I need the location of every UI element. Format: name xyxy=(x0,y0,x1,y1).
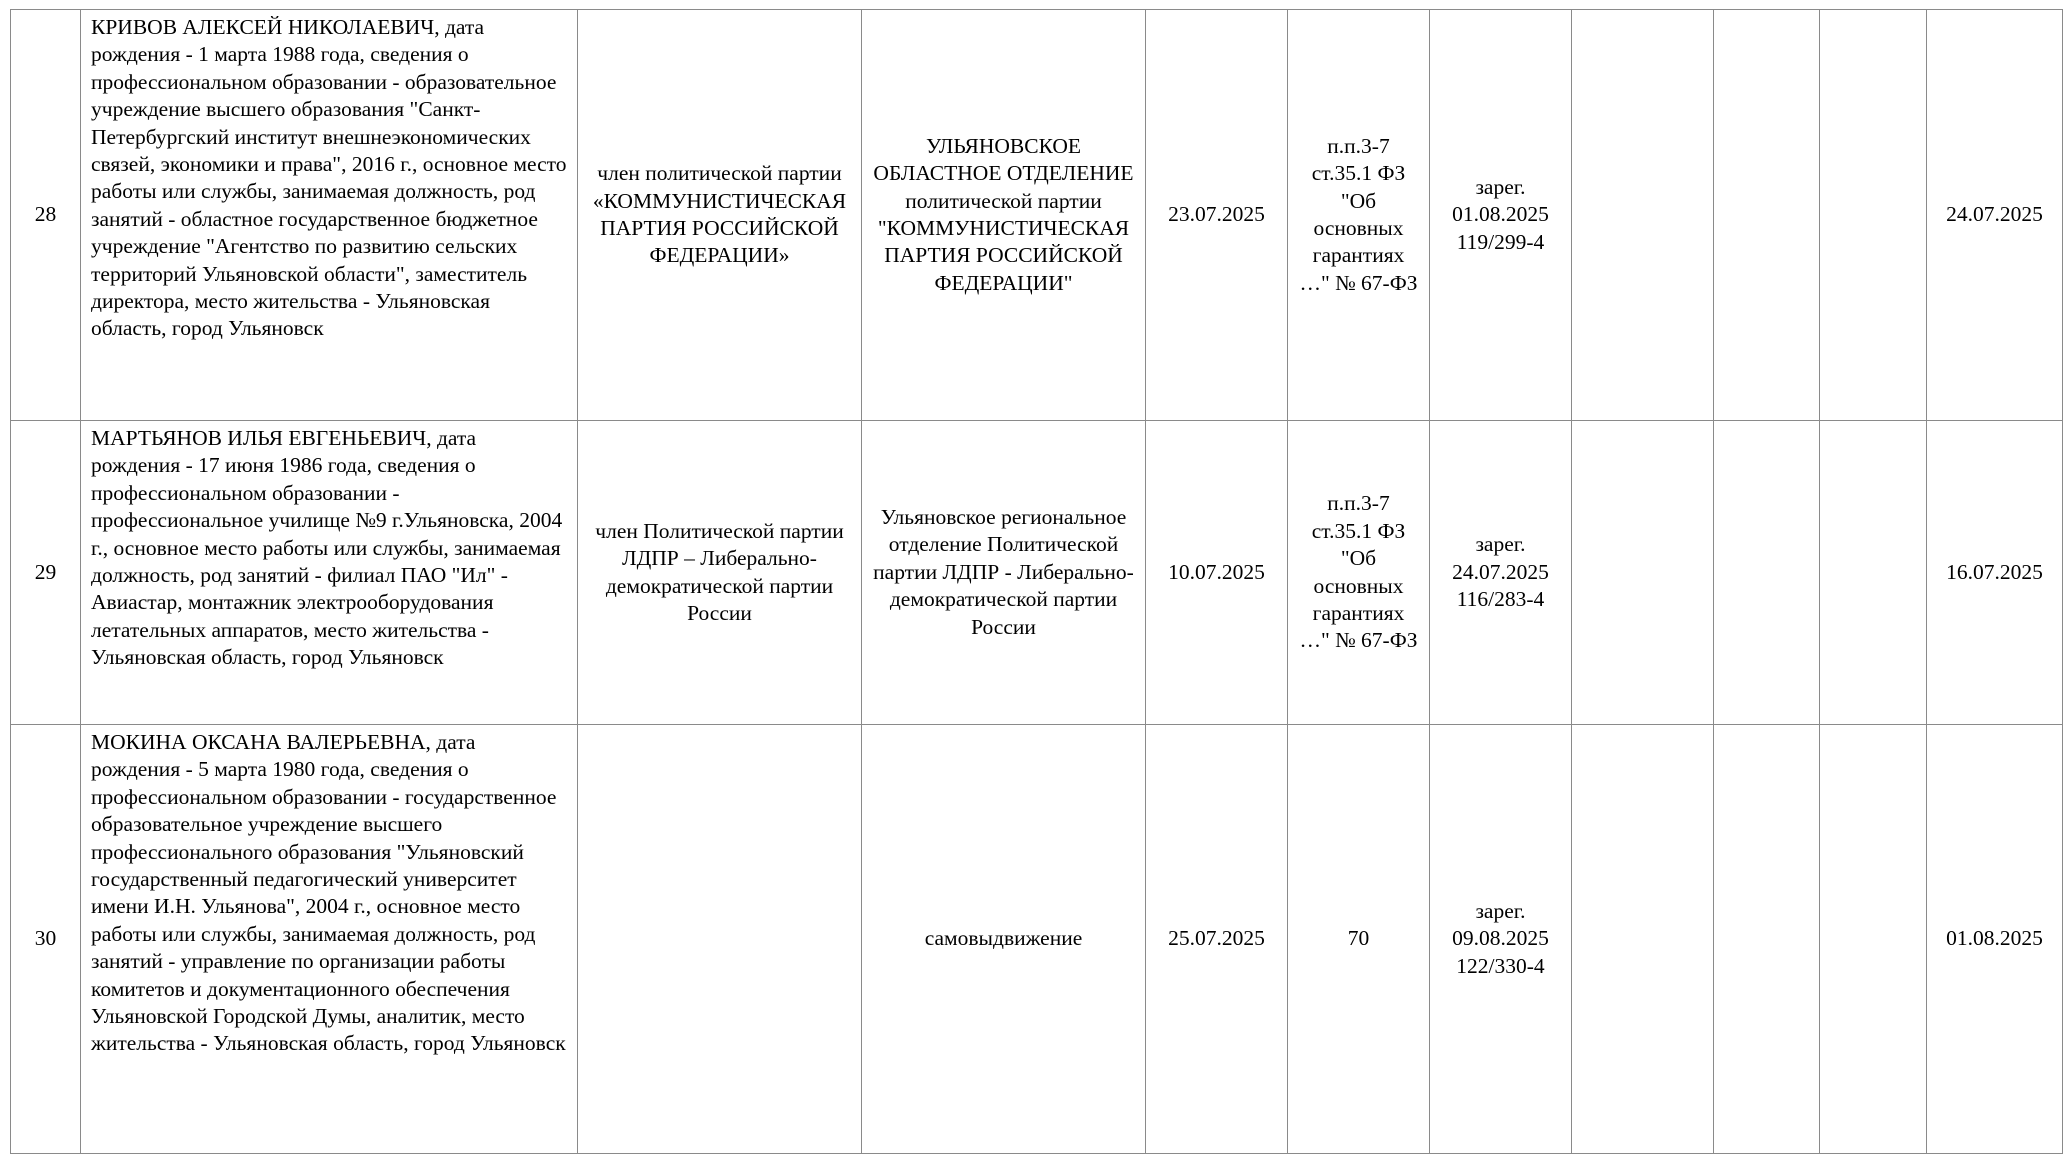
table-row xyxy=(11,725,2063,1154)
nomination-date: 10.07.2025 xyxy=(1146,421,1288,725)
candidate-info xyxy=(81,421,578,725)
signatures-basis: п.п.3-7 ст.35.1 ФЗ "Об основных гарантиях …" № 67-ФЗ xyxy=(1288,10,1430,421)
empty-cell xyxy=(1820,421,1927,725)
candidate-info-clip xyxy=(91,729,567,1123)
empty-cell xyxy=(1572,421,1714,725)
nomination-date: 23.07.2025 xyxy=(1146,10,1288,421)
party-membership: член Политической партии ЛДПР – Либерально-демократической партии России xyxy=(578,421,862,725)
signatures-basis: п.п.3-7 ст.35.1 ФЗ "Об основных гарантиях …" № 67-ФЗ xyxy=(1288,421,1430,725)
registration-info: зарег. 01.08.2025 119/299-4 xyxy=(1430,10,1572,421)
row-number: 29 xyxy=(11,421,81,725)
registration-info: зарег. 24.07.2025 116/283-4 xyxy=(1430,421,1572,725)
empty-cell xyxy=(1820,725,1927,1154)
row-number: 30 xyxy=(11,725,81,1154)
submission-date: 16.07.2025 xyxy=(1927,421,2063,725)
candidate-info xyxy=(81,10,578,421)
candidate-info xyxy=(81,725,578,1154)
nominating-body: УЛЬЯНОВСКОЕ ОБЛАСТНОЕ ОТДЕЛЕНИЕ политической партии "КОММУНИСТИЧЕСКАЯ ПАРТИЯ РОССИЙСКОЙ ФЕДЕРАЦИИ" xyxy=(862,10,1146,421)
empty-cell xyxy=(1572,725,1714,1154)
empty-cell xyxy=(1714,421,1820,725)
table-row xyxy=(11,421,2063,725)
empty-cell xyxy=(1714,725,1820,1154)
party-membership: член политической партии «КОММУНИСТИЧЕСКАЯ ПАРТИЯ РОССИЙСКОЙ ФЕДЕРАЦИИ» xyxy=(578,10,862,421)
nominating-body: самовыдвижение xyxy=(862,725,1146,1154)
empty-cell xyxy=(1820,10,1927,421)
row-number: 28 xyxy=(11,10,81,421)
empty-cell xyxy=(1714,10,1820,421)
candidates-table-page xyxy=(10,9,2043,1117)
party-membership xyxy=(578,725,862,1154)
candidate-info-text: МАРТЬЯНОВ ИЛЬЯ ЕВГЕНЬЕВИЧ, дата рождения - 17 июня 1986 года, сведения о профессиональном образовании - профессиональное училище №9 г.Ульяновска, 2004 г., основное место работы или службы, занимаемая должность, род занятий - филиал ПАО "Ил" - Авиастар, монтажник электрооборудования летательных аппаратов, место жительства - Ульяновская область, город Ульяновск xyxy=(91,426,563,670)
empty-cell xyxy=(1572,10,1714,421)
candidates-table xyxy=(10,9,2063,1154)
candidate-info-text: КРИВОВ АЛЕКСЕЙ НИКОЛАЕВИЧ, дата рождения - 1 марта 1988 года, сведения о профессиональном образовании - образовательное учреждение высшего образования "Санкт-Петербургский институт внешнеэкономических связей, экономики и права", 2016 г., основное место работы или службы, занимаемая должность, род занятий - областное государственное бюджетное учреждение "Агентство по развитию сельских территорий Ульяновской области", заместитель директора, место жительства - Ульяновская область, город Ульяновск xyxy=(91,15,567,341)
registration-info: зарег. 09.08.2025 122/330-4 xyxy=(1430,725,1572,1154)
submission-date: 24.07.2025 xyxy=(1927,10,2063,421)
nomination-date: 25.07.2025 xyxy=(1146,725,1288,1154)
candidate-info-text: МОКИНА ОКСАНА ВАЛЕРЬЕВНА, дата рождения - 5 марта 1980 года, сведения о профессиональном образовании - государственное образовательное учреждение высшего профессионального образования "Ульяновский государственный педагогический университет имени И.Н. Ульянова", 2004 г., основное место работы или службы, занимаемая должность, род занятий - управление по организации работы комитетов и документационного обеспечения Ульяновской Городской Думы, аналитик, место жительства - Ульяновская область, город Ульяновск xyxy=(91,730,566,1056)
submission-date: 01.08.2025 xyxy=(1927,725,2063,1154)
nominating-body: Ульяновское региональное отделение Политической партии ЛДПР - Либерально-демократической партии России xyxy=(862,421,1146,725)
table-row xyxy=(11,10,2063,421)
signatures-basis: 70 xyxy=(1288,725,1430,1154)
